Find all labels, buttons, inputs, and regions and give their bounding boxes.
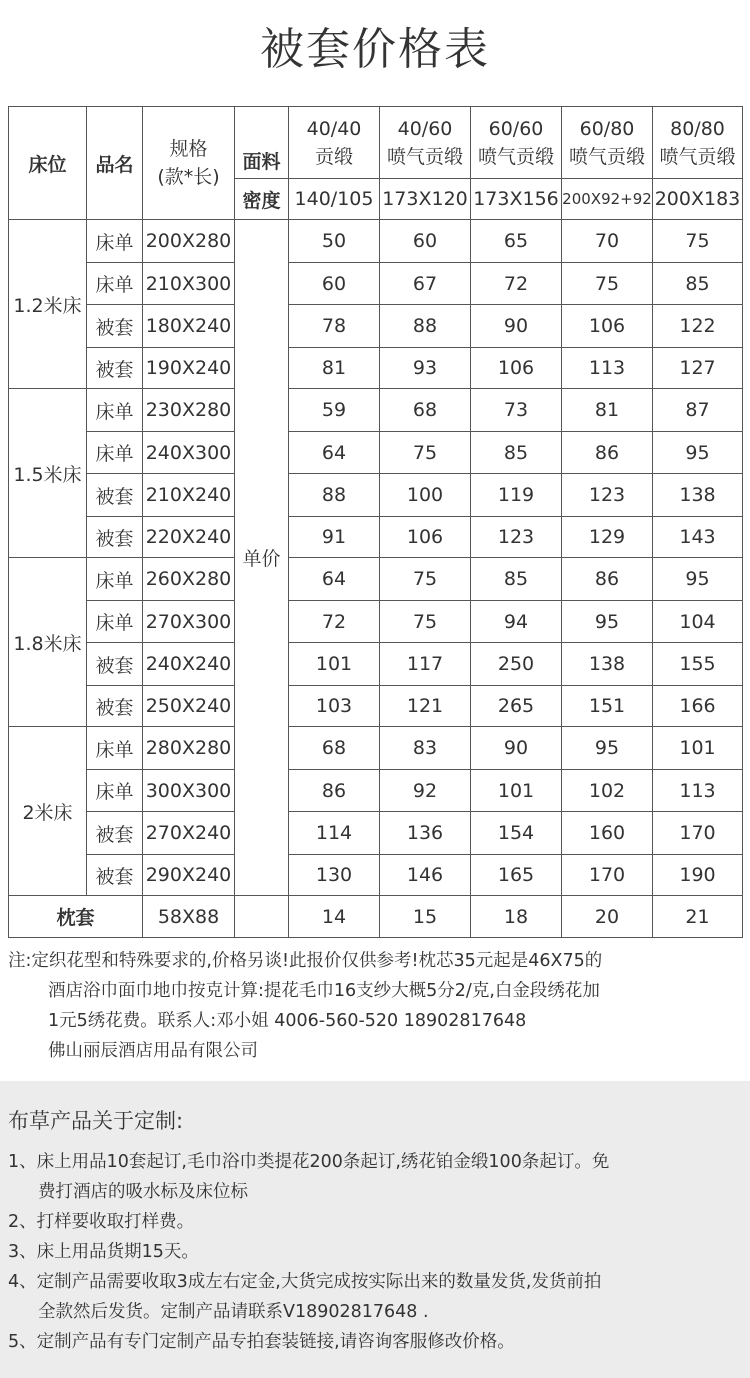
pillow-name: 枕套: [9, 896, 143, 938]
price-cell: 78: [289, 305, 380, 348]
price-cell: 85: [471, 558, 562, 601]
product-name: 被套: [87, 305, 143, 348]
price-cell: 106: [562, 305, 653, 348]
product-size: 230X280: [143, 389, 235, 432]
price-label: 单价: [235, 220, 289, 896]
product-size: 300X300: [143, 770, 235, 812]
price-cell: 86: [289, 770, 380, 812]
price-cell: 95: [562, 601, 653, 643]
table-row: [9, 348, 743, 389]
price-cell: 83: [380, 727, 471, 770]
header-spec-sub: (款*长): [157, 166, 220, 188]
fabric-count: 40/60: [397, 117, 453, 140]
table-row: [9, 686, 743, 727]
price-cell: 75: [653, 220, 743, 263]
price-cell: 123: [562, 474, 653, 517]
product-size: 240X300: [143, 432, 235, 474]
price-cell: 102: [562, 770, 653, 812]
fabric-header: [562, 107, 653, 179]
custom-list: [8, 1147, 744, 1357]
price-cell: 85: [653, 263, 743, 305]
price-cell: 87: [653, 389, 743, 432]
note-line: 1元5绣花费。联系人:邓小姐 4006-560-520 18902817648: [48, 1011, 527, 1031]
price-cell: 160: [562, 812, 653, 855]
price-cell: 75: [380, 601, 471, 643]
fabric-count: 60/80: [579, 117, 635, 140]
header-name: 品名: [87, 107, 143, 220]
custom-item: 2、打样要收取打样费。: [8, 1212, 195, 1232]
fabric-type: 喷气贡缎: [568, 145, 645, 168]
product-size: 220X240: [143, 517, 235, 558]
price-cell: 170: [653, 812, 743, 855]
price-cell: 117: [380, 643, 471, 686]
table-row: [9, 855, 743, 896]
density-value: 140/105: [289, 179, 380, 220]
price-cell: 113: [653, 770, 743, 812]
fabric-header: [289, 107, 380, 179]
price-cell: 130: [289, 855, 380, 896]
price-cell: 64: [289, 558, 380, 601]
price-cell: 90: [471, 727, 562, 770]
fabric-count: 80/80: [670, 117, 725, 140]
price-cell: 190: [653, 855, 743, 896]
price-cell: 154: [471, 812, 562, 855]
price-cell: 67: [380, 263, 471, 305]
price-cell: 95: [653, 558, 743, 601]
price-cell: 165: [471, 855, 562, 896]
price-cell: 101: [289, 643, 380, 686]
price-cell: 88: [380, 305, 471, 348]
custom-item: 3、床上用品货期15天。: [8, 1242, 199, 1262]
table-row: [9, 727, 743, 770]
price-table: [8, 106, 743, 938]
fabric-type: 喷气贡缎: [659, 145, 736, 168]
price-cell: 20: [562, 896, 653, 938]
product-size: 280X280: [143, 727, 235, 770]
product-name: 床单: [87, 558, 143, 601]
product-size: 250X240: [143, 686, 235, 727]
fabric-count: 40/40: [306, 117, 362, 140]
product-name: 床单: [87, 263, 143, 305]
price-cell: 265: [471, 686, 562, 727]
price-cell: 94: [471, 601, 562, 643]
product-name: 被套: [87, 812, 143, 855]
custom-section: [0, 1081, 750, 1378]
price-cell: 86: [562, 558, 653, 601]
product-size: 210X300: [143, 263, 235, 305]
header-spec: [143, 107, 235, 220]
product-name: 床单: [87, 220, 143, 263]
table-row: [9, 643, 743, 686]
fabric-count: 60/60: [488, 117, 544, 140]
bed-size: 1.8米床: [9, 558, 87, 727]
table-row: [9, 558, 743, 601]
custom-item-cont: 全款然后发货。定制产品请联系V18902817648 .: [38, 1302, 429, 1322]
price-cell: 68: [289, 727, 380, 770]
price-cell: 90: [471, 305, 562, 348]
price-cell: 122: [653, 305, 743, 348]
custom-item: 4、定制产品需要收取3成左右定金,大货完成按实际出来的数量发货,发货前拍: [8, 1272, 602, 1292]
price-cell: 138: [562, 643, 653, 686]
density-value: 200X92+92: [562, 179, 653, 220]
price-cell: 21: [653, 896, 743, 938]
price-cell: 68: [380, 389, 471, 432]
fabric-header: [380, 107, 471, 179]
price-cell: 60: [380, 220, 471, 263]
price-cell: 72: [289, 601, 380, 643]
product-size: 240X240: [143, 643, 235, 686]
product-name: 被套: [87, 348, 143, 389]
header-density: 密度: [235, 179, 289, 220]
table-row: [9, 812, 743, 855]
price-cell: 75: [380, 558, 471, 601]
pillow-row: [9, 896, 743, 938]
price-cell: 75: [562, 263, 653, 305]
price-cell: 81: [289, 348, 380, 389]
custom-item-cont: 费打酒店的吸水标及床位标: [38, 1182, 248, 1202]
price-cell: 121: [380, 686, 471, 727]
header-bed: 床位: [9, 107, 87, 220]
price-cell: 155: [653, 643, 743, 686]
price-cell: 60: [289, 263, 380, 305]
price-cell: 143: [653, 517, 743, 558]
price-cell: 123: [471, 517, 562, 558]
price-cell: 106: [380, 517, 471, 558]
pillow-blank: [235, 896, 289, 938]
product-size: 260X280: [143, 558, 235, 601]
product-name: 被套: [87, 517, 143, 558]
price-cell: 73: [471, 389, 562, 432]
product-size: 200X280: [143, 220, 235, 263]
table-row: [9, 305, 743, 348]
price-cell: 75: [380, 432, 471, 474]
product-size: 180X240: [143, 305, 235, 348]
price-cell: 92: [380, 770, 471, 812]
product-name: 床单: [87, 601, 143, 643]
price-cell: 95: [653, 432, 743, 474]
price-cell: 93: [380, 348, 471, 389]
price-cell: 166: [653, 686, 743, 727]
density-value: 200X183: [653, 179, 743, 220]
price-cell: 91: [289, 517, 380, 558]
price-cell: 85: [471, 432, 562, 474]
product-size: 190X240: [143, 348, 235, 389]
density-value: 173X156: [471, 179, 562, 220]
pillow-size: 58X88: [143, 896, 235, 938]
page-title: 被套价格表: [260, 24, 490, 75]
fabric-type: 喷气贡缎: [386, 145, 463, 168]
price-cell: 113: [562, 348, 653, 389]
price-cell: 86: [562, 432, 653, 474]
header-fabric: 面料: [235, 107, 289, 179]
header-spec-label: 规格: [169, 138, 208, 160]
price-cell: 101: [471, 770, 562, 812]
price-cell: 104: [653, 601, 743, 643]
price-cell: 100: [380, 474, 471, 517]
price-cell: 119: [471, 474, 562, 517]
price-cell: 95: [562, 727, 653, 770]
price-cell: 18: [471, 896, 562, 938]
product-size: 270X240: [143, 812, 235, 855]
price-cell: 101: [653, 727, 743, 770]
price-cell: 59: [289, 389, 380, 432]
price-cell: 151: [562, 686, 653, 727]
note-line: 注:定织花型和特殊要求的,价格另谈!此报价仅供参考!枕芯35元起是46X75的: [8, 951, 603, 971]
price-cell: 127: [653, 348, 743, 389]
custom-title: 布草产品关于定制:: [8, 1109, 184, 1133]
table-row: [9, 263, 743, 305]
fabric-header: [653, 107, 743, 179]
product-name: 床单: [87, 770, 143, 812]
fabric-type: 贡缎: [314, 145, 353, 168]
price-cell: 14: [289, 896, 380, 938]
price-cell: 15: [380, 896, 471, 938]
density-value: 173X120: [380, 179, 471, 220]
price-cell: 250: [471, 643, 562, 686]
product-name: 床单: [87, 727, 143, 770]
price-cell: 88: [289, 474, 380, 517]
custom-item: 5、定制产品有专门定制产品专拍套装链接,请咨询客服修改价格。: [8, 1332, 515, 1352]
fabric-type: 喷气贡缎: [477, 145, 554, 168]
fabric-header: [471, 107, 562, 179]
product-name: 被套: [87, 474, 143, 517]
product-name: 被套: [87, 686, 143, 727]
table-row: [9, 517, 743, 558]
product-name: 被套: [87, 643, 143, 686]
table-row: [9, 601, 743, 643]
price-cell: 64: [289, 432, 380, 474]
header-row: [9, 107, 743, 179]
price-cell: 106: [471, 348, 562, 389]
price-cell: 65: [471, 220, 562, 263]
price-cell: 114: [289, 812, 380, 855]
table-row: [9, 220, 743, 263]
table-row: [9, 432, 743, 474]
product-name: 床单: [87, 432, 143, 474]
price-cell: 136: [380, 812, 471, 855]
custom-item: 1、床上用品10套起订,毛巾浴巾类提花200条起订,绣花铂金缎100条起订。免: [8, 1152, 610, 1172]
price-cell: 50: [289, 220, 380, 263]
table-row: [9, 770, 743, 812]
price-cell: 170: [562, 855, 653, 896]
price-cell: 81: [562, 389, 653, 432]
product-name: 床单: [87, 389, 143, 432]
bed-size: 1.5米床: [9, 389, 87, 558]
product-name: 被套: [87, 855, 143, 896]
note: [8, 946, 748, 1066]
price-cell: 103: [289, 686, 380, 727]
company-name: 佛山丽辰酒店用品有限公司: [48, 1041, 258, 1061]
table-row: [9, 474, 743, 517]
bed-size: 2米床: [9, 727, 87, 896]
price-cell: 129: [562, 517, 653, 558]
bed-size: 1.2米床: [9, 220, 87, 389]
note-line: 酒店浴巾面巾地巾按克计算:提花毛巾16支纱大概5分2/克,白金段绣花加: [48, 981, 600, 1001]
price-cell: 70: [562, 220, 653, 263]
product-size: 210X240: [143, 474, 235, 517]
table-row: [9, 389, 743, 432]
price-cell: 72: [471, 263, 562, 305]
product-size: 290X240: [143, 855, 235, 896]
product-size: 270X300: [143, 601, 235, 643]
price-cell: 138: [653, 474, 743, 517]
price-cell: 146: [380, 855, 471, 896]
